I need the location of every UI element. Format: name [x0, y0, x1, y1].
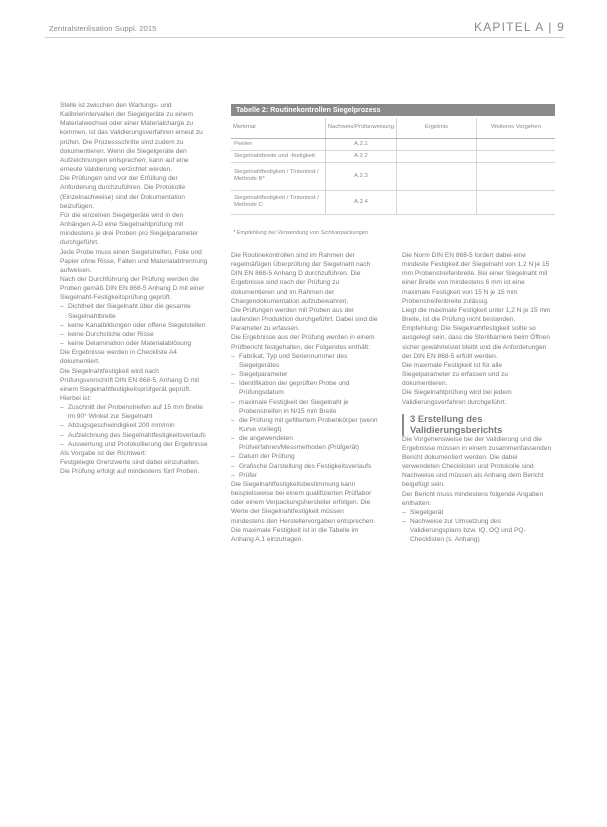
- table-cell: A.2.1: [325, 138, 396, 150]
- table-row: [231, 190, 555, 214]
- table-cell: Siegelnahtfestigkeit / Tintentest / Methode B*: [231, 162, 325, 190]
- text-column-right: [402, 251, 552, 545]
- body-paragraph: Die Norm DIN EN 868-5 fordert dabei eine mindeste Festigkeit der Siegelnaht von 1,2 N je 15 mm Probenstreifenbreite. Bei einer Siegelnaht mit einer Breite von mindestens 6 mm ist eine maximale Festigkeit von 15 N je 15 mm Probenstreifenbreite zulässig.: [402, 252, 550, 305]
- list-item: – keine Delamination oder Materialablösung: [60, 339, 208, 348]
- list-item: – Identifikation der geprüften Probe und Prüfungsdatum: [231, 379, 379, 397]
- list-item: – die angewendeten Prüfverfahren/Messmethoden (Prüfgerät): [231, 434, 379, 452]
- column-header: Nachweis/Prüfanweisung: [325, 118, 396, 138]
- section-heading: 3 Erstellung des Validierungsberichts: [410, 412, 503, 435]
- list-item: – Nachweise zur Umsetzung des Validierungsplans bzw. IQ, OQ und PQ-Checklisten (s. Anhang): [402, 517, 552, 544]
- routine-control-table: [231, 104, 555, 240]
- list-item: – Auswertung und Protokollierung der Ergebnisse: [60, 440, 208, 449]
- list-item: – Dichtheit der Siegelnaht über die gesamte Siegelnahtbreite: [60, 302, 208, 320]
- body-paragraph: Die Ergebnisse aus der Prüfung werden in einem Prüfbericht festgehalten, der Folgendes enthält:: [231, 334, 375, 351]
- list-item: – Prüfer: [231, 471, 379, 480]
- table-cell: [396, 190, 476, 214]
- list-item: – keine Durchstiche oder Risse: [60, 330, 208, 339]
- list-item: – die Prüfung mit gefiltertem Probenkörper (wenn Kurve vorliegt): [231, 416, 379, 434]
- report-requirements-list: [402, 508, 552, 545]
- report-contents-list: [231, 352, 379, 480]
- table-cell: [476, 138, 555, 150]
- body-paragraph: Die Prüfungen sind vor der Erfüllung der Anforderung durchzuführen. Die Protokolle (Einzelnachweise) sind der Dokumentation beizufügen.: [60, 175, 185, 210]
- list-item: – Datum der Prüfung: [231, 452, 379, 461]
- table-title: Tabelle 2: Routinekontrollen Siegelprozess: [231, 104, 555, 116]
- table-cell: A.2.2: [325, 150, 396, 162]
- body-paragraph: Die Ergebnisse werden in Checkliste A4 dokumentiert.: [60, 349, 177, 366]
- body-paragraph: Die Vorgehensweise bei der Validierung und die Ergebnisse müssen in einem zusammenfassenden Bericht dokumentiert werden. Die dabei verwendeten Checklisten und Protokolle sind Nachweise und müssen als Anhang dem Bericht beigefügt sein.: [402, 435, 552, 489]
- list-item: – Aufzeichnung des Siegelnahtfestigkeitsverlaufs: [60, 431, 208, 440]
- list-item: – Siegelgerät: [402, 508, 552, 517]
- table-cell: [396, 162, 476, 190]
- table-cell: Peelen: [231, 138, 325, 150]
- list-item: – Abzugsgeschwindigkeit 200 mm/min: [60, 421, 208, 430]
- table-cell: [396, 138, 476, 150]
- body-paragraph: Liegt die maximale Festigkeit unter 1,2 N je 15 mm Breite, ist die Prüfung nicht bestanden.: [402, 306, 551, 324]
- text-column-middle: [231, 251, 379, 544]
- table-grid: [231, 118, 555, 215]
- body-paragraph: Jede Probe muss einen Siegelstreifen, Folie und Papier ohne Risse, Falten und Materialabtrennung aufweisen.: [60, 248, 208, 274]
- body-paragraph: Festgelegte Grenzwerte sind dabei einzuhalten. Die Prüfung erfolgt auf mindestens fünf Proben.: [60, 459, 200, 476]
- body-paragraph: Der Bericht muss mindestens folgende Angaben enthalten:: [402, 490, 544, 507]
- body-paragraph: Stelle ist zwischen den Wartungs- und Kalibrierintervallen der Siegelgeräte zu einem Materialwechsel oder einer Materialcharge zu kommen, ist das Validierungsverfahren erneut zu prüfen. Die Prozessschritte sind zudem zu dokumentieren. Wenn die Siegelgeräte den Aufzeichnungen entsprechen, kann auf eine erneute Validierung verzichtet werden.: [60, 102, 203, 174]
- value-list: [60, 403, 208, 449]
- list-item: – Zuschnitt der Probenstreifen auf 15 mm Breite im 90° Winkel zur Siegelnaht: [60, 403, 208, 421]
- body-paragraph: Nach der Durchführung der Prüfung werden die Proben gemäß DIN EN 868-5 Anhang D mit einer Siegelnaht-Festigkeitsprüfung geprüft.: [60, 275, 205, 302]
- table-row: [231, 150, 555, 162]
- table-cell: [476, 162, 555, 190]
- section-validation-report: [402, 413, 552, 435]
- page-header: [45, 20, 565, 38]
- table-cell: [396, 150, 476, 162]
- check-list: [60, 302, 208, 348]
- table-header-row: [231, 118, 555, 138]
- table-row: [231, 162, 555, 190]
- text-column-left: [60, 101, 208, 476]
- table-cell: [476, 150, 555, 162]
- body-paragraph: Empfehlung: Die Siegelnahtfestigkeit sollte so ausgelegt sein, dass die Sterilbarriere beim Öffnen sicher gewährleistet bleibt und die Anforderungen der DIN EN 868-5 erfüllt werden.: [402, 325, 550, 360]
- body-paragraph: Die maximale Festigkeit ist für alle Siegelparameter zu erfassen und zu dokumentieren.: [402, 361, 508, 388]
- table-cell: A.2.3: [325, 162, 396, 190]
- list-item: – Grafische Darstellung des Festigkeitsverlaufs: [231, 462, 379, 471]
- body-paragraph: Die Siegelnahtfestigkeitsbestimmung kann beispielsweise bei einem qualifizierten Prüflabor oder einem Verpackungshersteller erfolgen. Die Werte der Siegelnahtfestigkeit müssen mindestens den Herstellervorgaben entsprechen. Die maximale Festigkeit ist in die Tabelle im Anhang A.1 einzutragen.: [231, 480, 376, 543]
- list-item: – Fabrikat, Typ und Seriennummer des Siegelgerätes: [231, 352, 379, 370]
- body-paragraph: Die Siegelnahtfestigkeit wird nach Prüfungsvorschrift DIN EN 868-5, Anhang D mit einem Siegelnahtfestigkeitsprüfgerät geprüft. Hierbei ist:: [60, 367, 200, 402]
- list-item: – Siegelparameter: [231, 370, 379, 379]
- table-footnote: * Empfehlung bei Verwendung von Sichtverpackungen: [233, 230, 369, 236]
- column-header: Weiteres Vorgehen: [476, 118, 555, 138]
- table-cell: Siegelnahtfestigkeit / Tintentest / Methode C: [231, 190, 325, 214]
- body-paragraph: Die Prüfungen werden mit Proben aus der laufenden Produktion durchgeführt. Dabei sind die Parameter zu erfassen.: [231, 306, 378, 333]
- table-cell: Siegelnahtbreite und -festigkeit: [231, 150, 325, 162]
- list-item: – maximale Festigkeit der Siegelnaht je Probenstreifen in N/15 mm Breite: [231, 398, 379, 416]
- body-paragraph: Als Vorgabe ist der Richtwert:: [60, 449, 147, 457]
- table-cell: A.2.4: [325, 190, 396, 214]
- table-row: [231, 138, 555, 150]
- column-header: Ergebnis: [396, 118, 476, 138]
- chapter-label: KAPITEL A | 9: [474, 20, 565, 34]
- publication-title: Zentralsterilisation Suppl. 2015: [49, 24, 157, 33]
- list-item: – keine Kanalbildungen oder offene Siegelstellen: [60, 321, 208, 330]
- column-header: Merkmal: [231, 118, 325, 138]
- body-paragraph: Die Routinekontrollen sind im Rahmen der regelmäßigen Überprüfung der Siegelnaht nach DIN EN 868-5 Anhang D durchzuführen. Die Ergebnisse sind nach der Prüfung zu dokumentieren und im Rahmen der Chargendokumentation aufzubewahren.: [231, 252, 371, 305]
- body-paragraph: Die Siegelnahtprüfung wird bei jedem Validierungsverfahren durchgeführt.: [402, 389, 512, 406]
- body-paragraph: Für die einzelnen Siegelgeräte wird in den Anhängen A-D eine Siegelnahtprüfung mit mindestens je drei Proben pro Siegelparameter durchgeführt.: [60, 211, 199, 247]
- section-accent-bar: [402, 414, 404, 436]
- table-cell: [476, 190, 555, 214]
- header-divider: [45, 37, 565, 38]
